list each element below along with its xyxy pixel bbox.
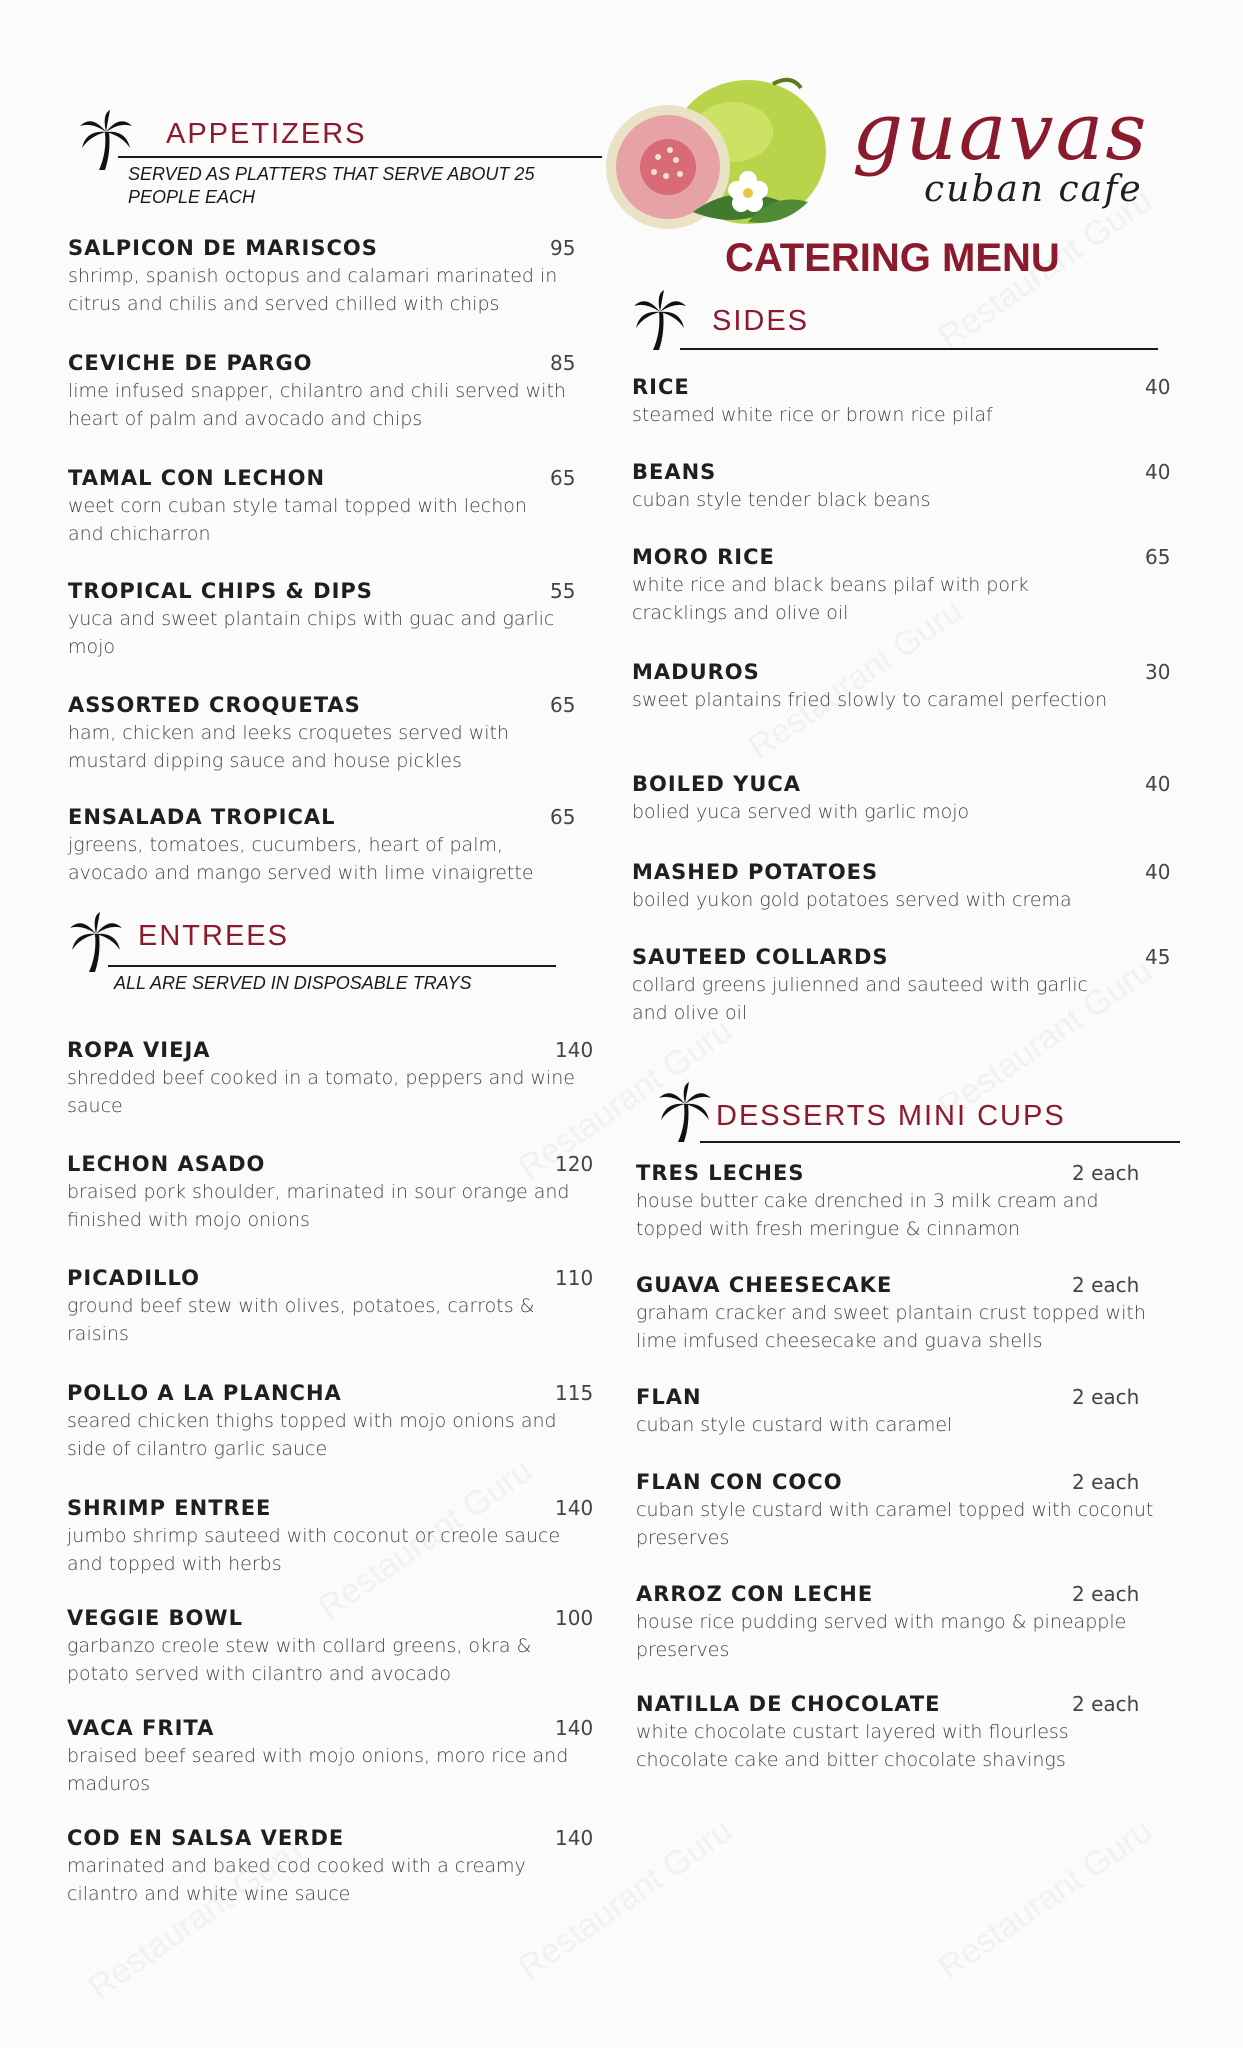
menu-item-description: cuban style custard with caramel topped with coconut preserves [636,1499,1154,1549]
menu-item-name: BEANS [632,460,717,484]
menu-item-description: collard greens julienned and sauteed with garlic and olive oil [632,974,1088,1024]
menu-item-price: 40 [1145,460,1171,484]
menu-item [636,1271,1152,1355]
menu-item [68,577,630,661]
menu-item-price: 2 each [1072,1385,1140,1409]
menu-item-name: POLLO A LA PLANCHA [67,1381,342,1405]
menu-item-description: sweet plantains fried slowly to caramel perfection [632,689,1108,711]
section-title-sides: SIDES [712,305,810,337]
menu-item-price: 65 [550,805,576,829]
menu-item-name: ENSALADA TROPICAL [68,805,336,829]
menu-item [67,1824,635,1908]
brand-logo-name: guavas [852,85,1149,178]
palm-tree-icon [632,290,688,352]
menu-item-description: cuban style tender black beans [632,489,931,511]
menu-item [68,803,630,887]
menu-item-price: 140 [555,1716,594,1740]
menu-item-price: 65 [550,693,576,717]
menu-item [636,1580,1152,1664]
menu-item-price: 85 [550,351,576,375]
menu-item [632,658,1225,714]
menu-item [68,691,630,775]
menu-item-description: white chocolate custart layered with flourless chocolate cake and bitter chocolate shavings [636,1721,1069,1771]
menu-item-price: 120 [555,1152,594,1176]
menu-item-price: 2 each [1072,1692,1140,1716]
menu-item-price: 140 [555,1826,594,1850]
menu-item-name: CEVICHE DE PARGO [68,351,313,375]
menu-item-price: 110 [555,1266,594,1290]
menu-item-name: LECHON ASADO [67,1152,266,1176]
menu-item [636,1468,1152,1552]
menu-item [632,458,1225,514]
menu-item-description: jgreens, tomatoes, cucumbers, heart of palm, avocado and mango served with lime vinaigrette [68,834,534,884]
menu-item-description: braised pork shoulder, marinated in sour orange and finished with mojo onions [67,1181,570,1231]
menu-title: CATERING MENU [725,236,1060,280]
menu-item-name: TRES LECHES [636,1161,805,1185]
menu-item-name: FLAN CON COCO [636,1470,843,1494]
menu-item-name: ARROZ CON LECHE [636,1582,874,1606]
menu-item-price: 55 [550,579,576,603]
menu-item-description: house rice pudding served with mango & pineapple preserves [636,1611,1127,1661]
section-title-entrees: ENTREES [138,920,289,952]
menu-item-name: MADUROS [632,660,760,684]
menu-item-price: 30 [1145,660,1171,684]
menu-item-description: white rice and black beans pilaf with pork cracklings and olive oil [632,574,1029,624]
section-title-desserts: DESSERTS MINI CUPS [716,1100,1066,1132]
menu-item [67,1150,635,1234]
menu-item-name: COD EN SALSA VERDE [67,1826,345,1850]
menu-item [632,543,1225,627]
menu-item-price: 65 [1145,545,1171,569]
menu-item-price: 40 [1145,860,1171,884]
menu-item [67,1714,635,1798]
menu-item-price: 100 [555,1606,594,1630]
menu-item-name: MASHED POTATOES [632,860,879,884]
brand-logo-subtitle: cuban cafe [924,169,1143,210]
section-title-appetizers: APPETIZERS [166,118,367,150]
menu-item-price: 2 each [1072,1273,1140,1297]
menu-item-description: bolied yuca served with garlic mojo [632,801,970,823]
menu-item-description: lime infused snapper, chilantro and chili served with heart of palm and avocado and chips [68,380,566,430]
menu-item-name: BOILED YUCA [632,772,802,796]
menu-item-description: graham cracker and sweet plantain crust topped with lime imfused cheesecake and guava shells [636,1302,1146,1352]
menu-item-price: 2 each [1072,1470,1140,1494]
menu-item-name: VEGGIE BOWL [67,1606,243,1630]
menu-item-price: 45 [1145,945,1171,969]
menu-item-name: SAUTEED COLLARDS [632,945,889,969]
menu-item-description: steamed white rice or brown rice pilaf [632,404,993,426]
menu-item [632,770,1225,826]
menu-item-price: 65 [550,466,576,490]
menu-item-price: 2 each [1072,1582,1140,1606]
palm-tree-icon [78,110,134,172]
menu-item-description: braised beef seared with mojo onions, moro rice and maduros [67,1745,569,1795]
menu-item-name: TROPICAL CHIPS & DIPS [68,579,373,603]
menu-item [67,1494,635,1578]
menu-item [68,349,630,433]
menu-item-name: TAMAL CON LECHON [68,466,326,490]
menu-item-name: MORO RICE [632,545,775,569]
menu-item-price: 40 [1145,772,1171,796]
menu-item [636,1159,1152,1243]
menu-item [67,1379,635,1463]
section-note-entrees: ALL ARE SERVED IN DISPOSABLE TRAYS [114,973,472,993]
menu-item-description: house butter cake drenched in 3 milk cream and topped with fresh meringue & cinnamon [636,1190,1099,1240]
menu-item-description: jumbo shrimp sauteed with coconut or creole sauce and topped with herbs [67,1525,561,1575]
menu-item-price: 140 [555,1496,594,1520]
menu-item-name: PICADILLO [67,1266,200,1290]
menu-item-name: SHRIMP ENTREE [67,1496,272,1520]
menu-item-price: 140 [555,1038,594,1062]
menu-item [636,1690,1152,1774]
guava-illustration [598,72,838,242]
menu-item-name: GUAVA CHEESECAKE [636,1273,893,1297]
menu-item-name: ROPA VIEJA [67,1038,211,1062]
menu-item [68,234,630,318]
section-divider [700,1141,1180,1143]
section-divider [108,965,556,967]
menu-item-description: weet corn cuban style tamal topped with lechon and chicharron [68,495,527,545]
menu-item [632,373,1225,429]
menu-item-description: shredded beef cooked in a tomato, peppers and wine sauce [67,1067,575,1117]
menu-item-description: boiled yukon gold potatoes served with crema [632,889,1072,911]
section-divider [680,348,1158,350]
menu-item-description: cuban style custard with caramel [636,1414,953,1436]
menu-item-description: ham, chicken and leeks croquetes served with mustard dipping sauce and house pickles [68,722,510,772]
menu-item [636,1383,1152,1439]
menu-item-description: shrimp, spanish octopus and calamari marinated in citrus and chilis and served chilled with chips [68,265,558,315]
section-note-appetizers: SERVED AS PLATTERS THAT SERVE ABOUT 25 PEOPLE EACH [128,164,535,207]
menu-item [632,943,1225,1027]
menu-item-name: SALPICON DE MARISCOS [68,236,378,260]
menu-item-name: RICE [632,375,690,399]
menu-item-description: marinated and baked cod cooked with a creamy cilantro and white wine sauce [67,1855,526,1905]
menu-item [67,1604,635,1688]
menu-item-description: yuca and sweet plantain chips with guac and garlic mojo [68,608,555,658]
menu-item [632,858,1225,914]
menu-item-price: 115 [555,1381,594,1405]
menu-item [67,1036,635,1120]
menu-item-description: garbanzo creole stew with collard greens, okra & potato served with cilantro and avocado [67,1635,532,1685]
menu-item-price: 2 each [1072,1161,1140,1185]
menu-item-name: FLAN [636,1385,702,1409]
menu-item [68,464,630,548]
section-divider [118,156,602,158]
menu-item-description: seared chicken thighs topped with mojo onions and side of cilantro garlic sauce [67,1410,557,1460]
palm-tree-icon [657,1082,713,1144]
menu-item-name: VACA FRITA [67,1716,215,1740]
menu-item-price: 95 [550,236,576,260]
menu-item [67,1264,635,1348]
menu-item-name: NATILLA DE CHOCOLATE [636,1692,941,1716]
menu-item-price: 40 [1145,375,1171,399]
menu-item-name: ASSORTED CROQUETAS [68,693,361,717]
watermark [932,1811,1160,1987]
menu-item-description: ground beef stew with olives, potatoes, carrots & raisins [67,1295,535,1345]
